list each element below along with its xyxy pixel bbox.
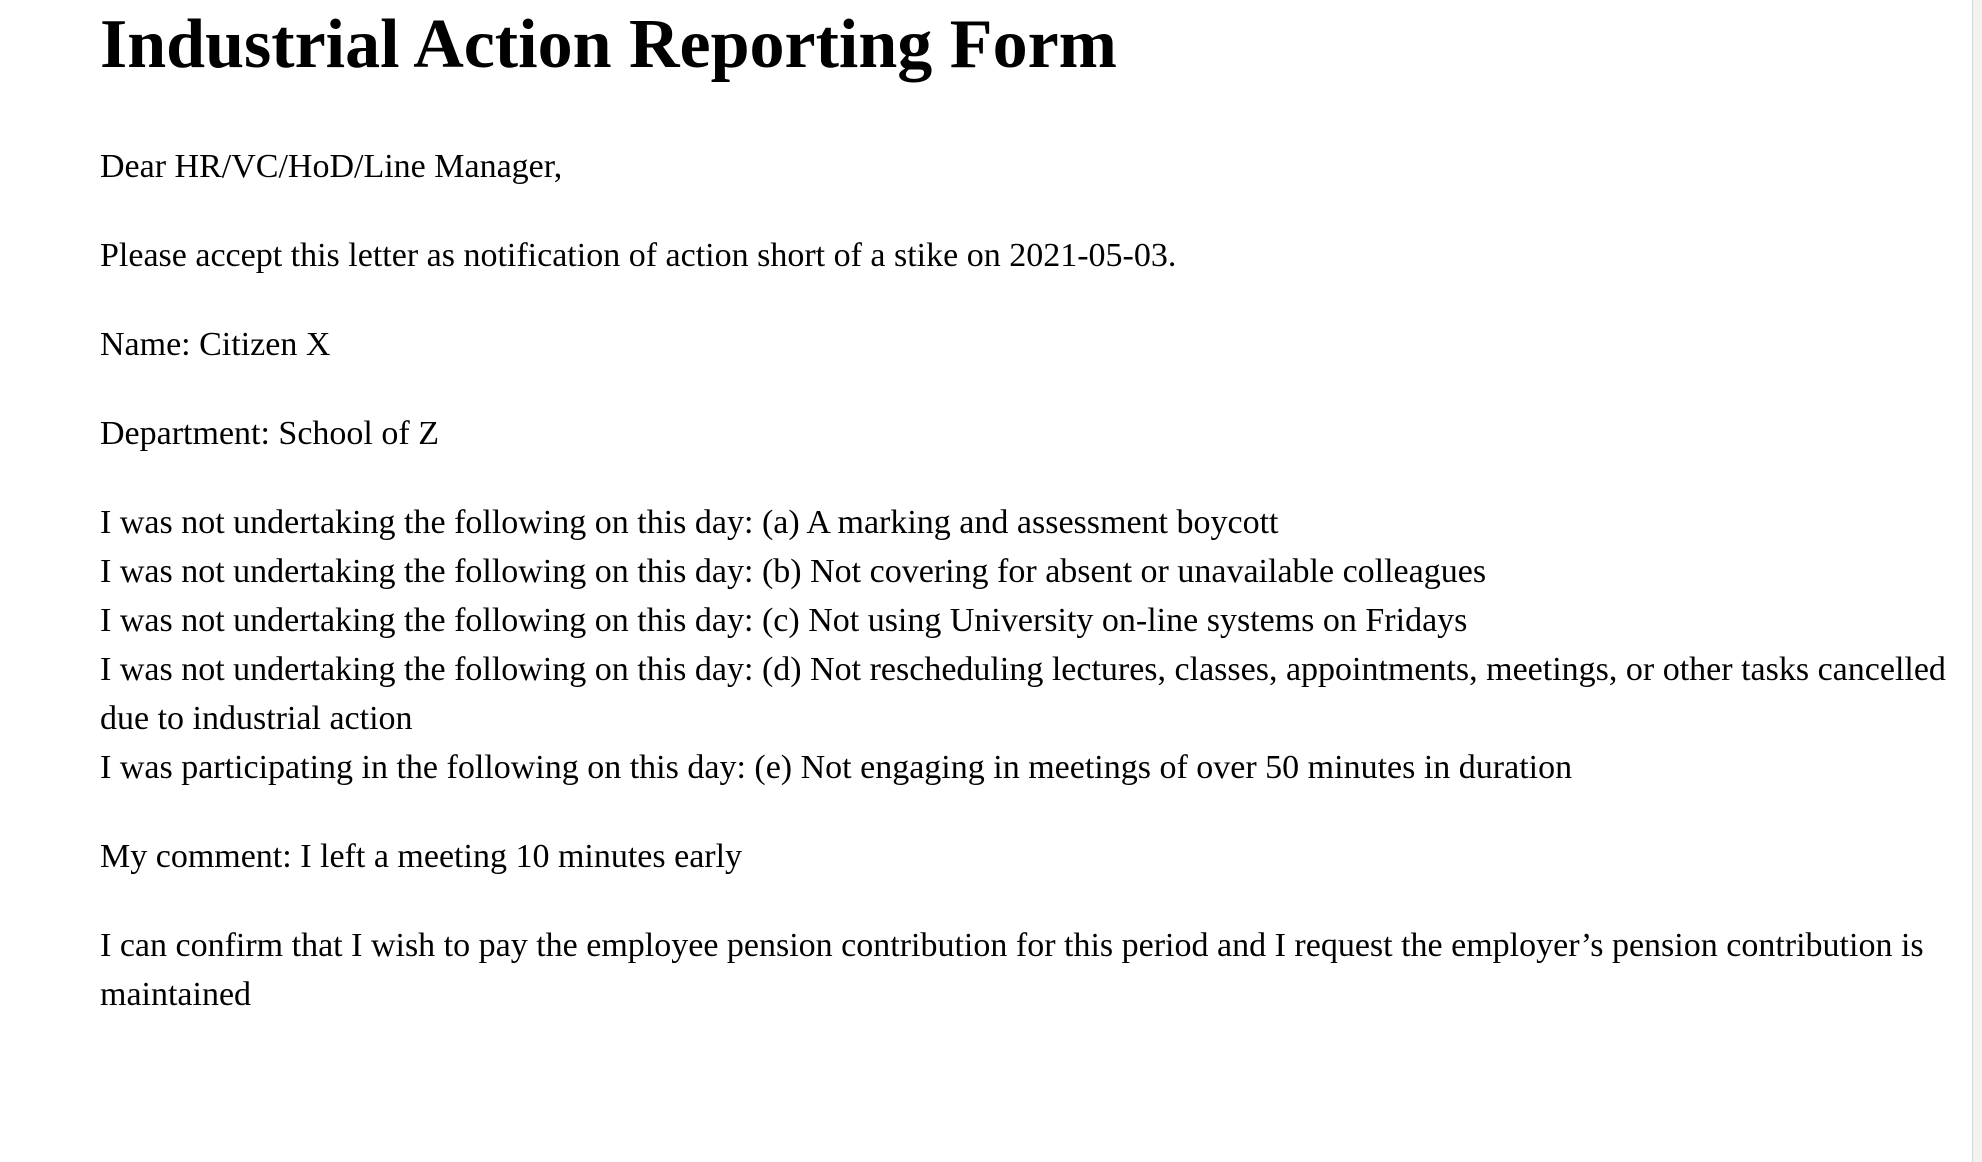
pension-confirmation: I can confirm that I wish to pay the employee pension contribution for this period and I request the employer’s pension contribution is maintained: [100, 927, 1924, 1013]
document-body: [100, 0, 1950, 1019]
actions-list: [100, 498, 1950, 792]
action-item: I was not undertaking the following on this day: (a) A marking and assessment boycott: [100, 504, 1279, 541]
department-line: Department: School of Z: [100, 415, 439, 452]
action-item: I was not undertaking the following on this day: (c) Not using University on-line systems on Fridays: [100, 602, 1468, 639]
action-item: I was not undertaking the following on this day: (b) Not covering for absent or unavailable colleagues: [100, 553, 1487, 590]
notification-text: Please accept this letter as notification of action short of a stike on 2021-05-03.: [100, 237, 1177, 274]
salutation: Dear HR/VC/HoD/Line Manager,: [100, 148, 563, 185]
comment-line: My comment: I left a meeting 10 minutes early: [100, 838, 743, 875]
page-title: Industrial Action Reporting Form: [100, 6, 1117, 83]
name-line: Name: Citizen X: [100, 326, 331, 363]
action-item: I was participating in the following on this day: (e) Not engaging in meetings of over 50 minutes in duration: [100, 749, 1573, 786]
window-scrollbar[interactable]: [1972, 0, 1982, 1162]
action-item: I was not undertaking the following on this day: (d) Not rescheduling lectures, classes, appointments, meetings, or other tasks cancelled due to industrial action: [100, 651, 1946, 737]
